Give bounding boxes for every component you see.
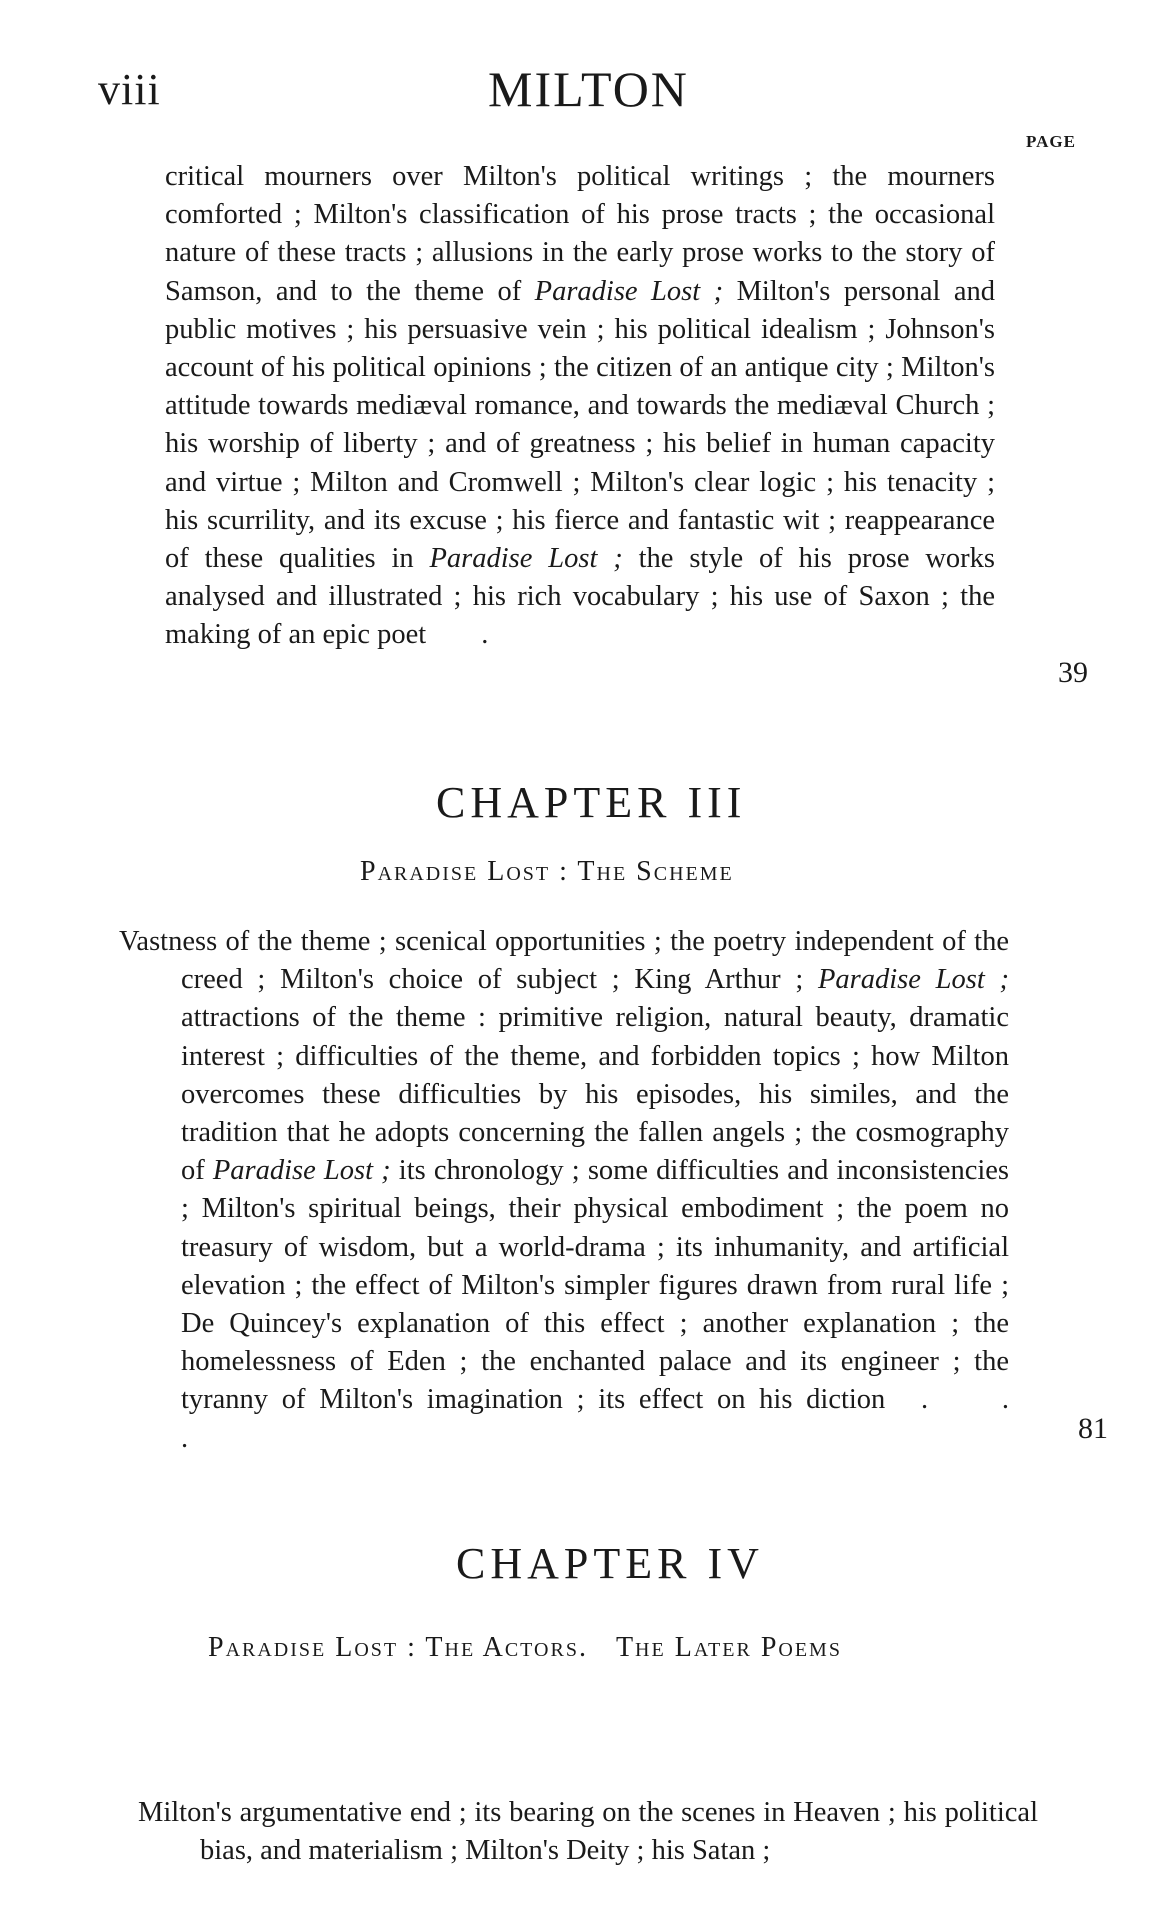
chapter-3-subtitle — [360, 856, 734, 888]
subtitle-part-1: Paradise Lost : The Actors. — [208, 1632, 588, 1663]
page-column-label: PAGE — [1026, 132, 1076, 151]
entry-text: attractions of the theme : primitive religion, natural beauty, dramatic interest ; difficulties of the theme, and forbidden topics ; how Milton overcomes these difficulties by his episodes, his similes, and the tradition that he adopts concerning the fallen angels ; the cosmography of — [181, 1002, 1009, 1187]
entry-text: its chronology ; some difficulties and inconsistencies ; Milton's spiritual beings, their physical embodiment ; the poem no treasury of wisdom, but a world-drama ; its inhumanity, and artificial elevation ; the effect of Milton's simpler figures drawn from rural life ; De Quincey's explanation of this effect ; another explanation ; the homelessness of Eden ; the enchanted palace and its engineer ; the tyranny of Milton's imagination ; its effect on his diction — [181, 1155, 1010, 1416]
italic-title: Paradise Lost ; — [818, 964, 1010, 996]
italic-title: Paradise Lost ; — [429, 543, 623, 575]
entry-text: critical mourners over Milton's political writings ; the mourners comforted ; Milton's classification of his prose tracts ; the occasional nature of these tracts ; allusions in the early prose works to the story of Samson, and to the theme of — [165, 161, 995, 307]
page-number: viii — [98, 65, 161, 114]
dot-leader: . — [481, 619, 489, 651]
dot-leader: . . . — [181, 1384, 1009, 1454]
chapter-4-subtitle — [208, 1632, 842, 1664]
subtitle-text: Paradise Lost : The Scheme — [360, 856, 734, 887]
running-head: MILTON — [488, 61, 689, 117]
entry-text: Vastness of the theme ; scenical opportunities ; the poetry independent of the creed ; Milton's choice of subject ; King Arthur ; — [119, 926, 1009, 996]
chapter-3-heading: CHAPTER III — [436, 778, 747, 827]
entry-text: Milton's personal and public motives ; his persuasive vein ; his political idealism ; Johnson's account of his political opinions ; the citizen of an antique city ; Milton's attitude towards mediæval romance, and towards the mediæval Church ; his worship of liberty ; and of greatness ; his belief in human capacity and virtue ; Milton and Cromwell ; Milton's clear logic ; his tenacity ; his scurrility, and its excuse ; his fierce and fantastic wit ; reappearance of these qualities in — [165, 275, 996, 575]
entry-text: Milton's argumentative end ; its bearing on the scenes in Heaven ; his political bias, and materialism ; Milton's Deity ; his Satan ; — [138, 1797, 1038, 1867]
chapter-4-heading: CHAPTER IV — [456, 1539, 764, 1588]
chapter-4-contents-entry — [138, 1794, 1038, 1870]
italic-title: Paradise Lost ; — [534, 275, 724, 307]
entry-text: the style of his prose works analysed and illustrated ; his rich vocabulary ; his use of Saxon ; the making of an epic poet — [165, 543, 996, 651]
chapter-3-contents-entry — [119, 923, 1009, 1458]
chapter-2-page-ref: 39 — [1058, 656, 1088, 689]
subtitle-part-2: The Later Poems — [615, 1632, 842, 1663]
italic-title: Paradise Lost ; — [212, 1155, 391, 1187]
chapter-3-page-ref: 81 — [1078, 1412, 1108, 1445]
chapter-2-contents-entry — [165, 158, 995, 655]
